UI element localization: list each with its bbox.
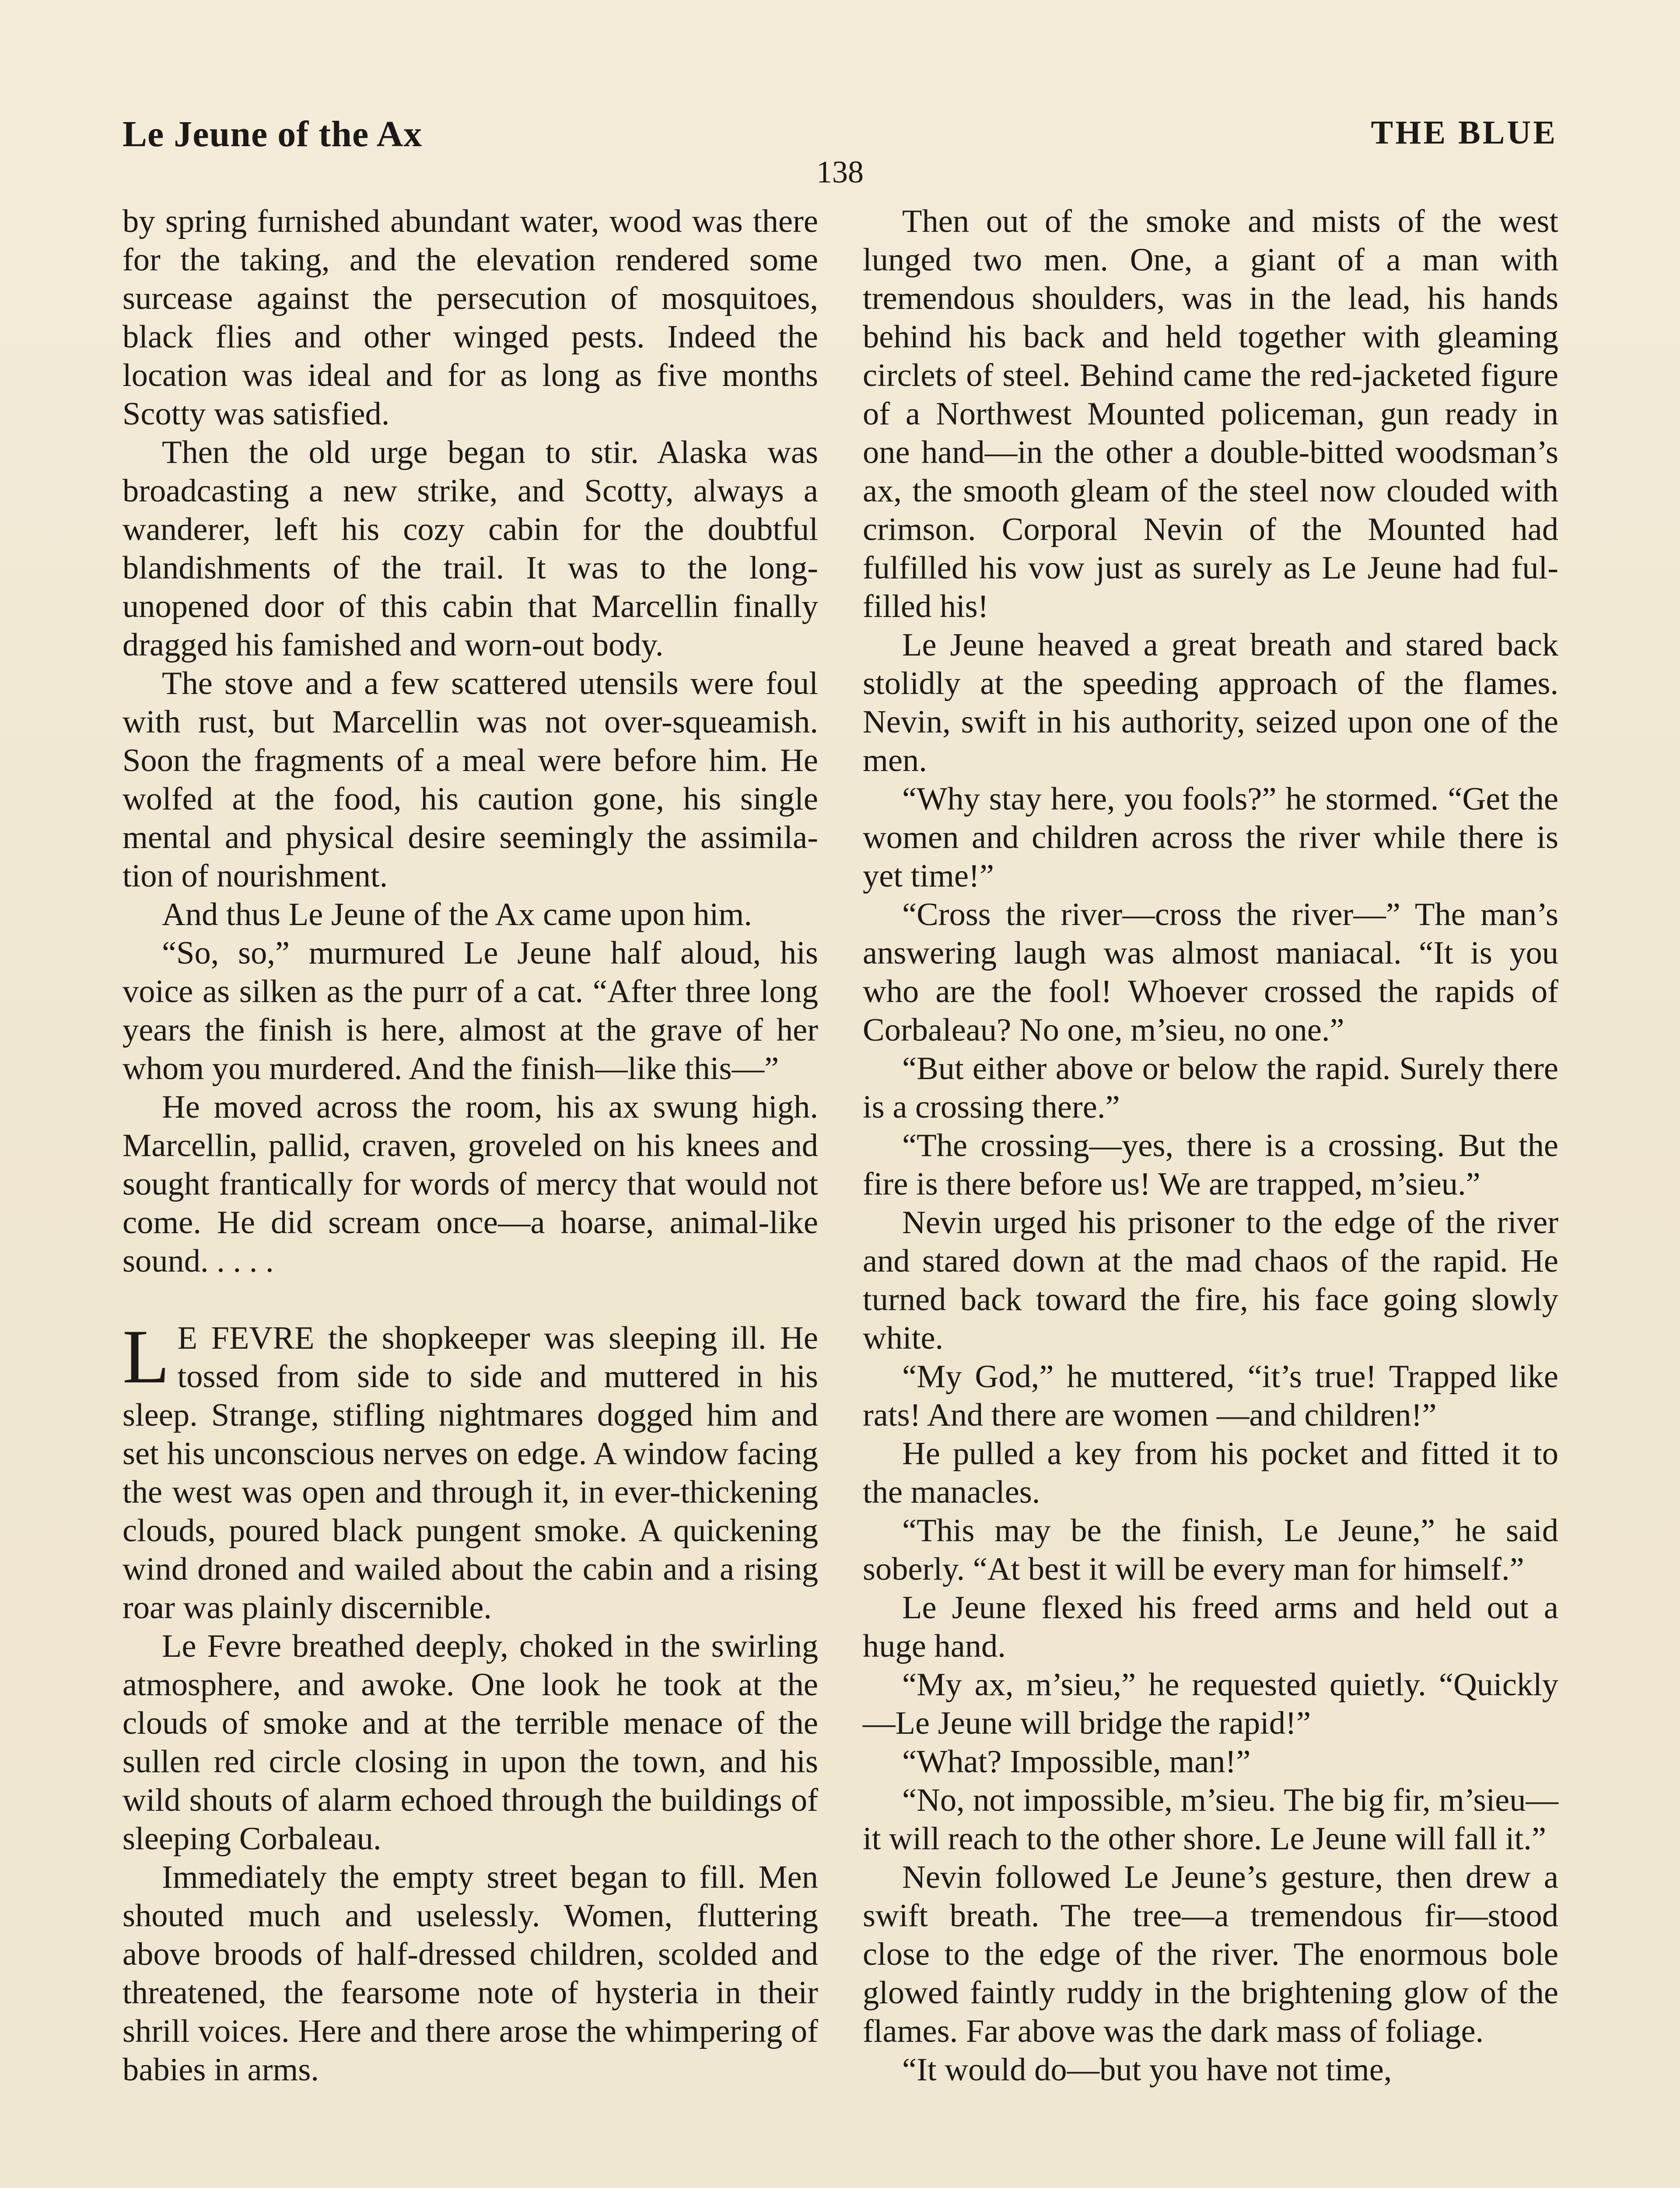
paragraph: Le Jeune flexed his freed arms and held out a huge hand. — [863, 1590, 1558, 1664]
paragraph: “The crossing—yes, there is a crossing. But the fire is there before us! We are trapped, m’sieu.” — [863, 1128, 1558, 1202]
paragraph: He pulled a key from his pocket and fitted it to the manacles. — [863, 1436, 1558, 1510]
paragraph: “No, not impossible, m’sieu. The big fir, m’sieu—it will reach to the other shore. Le Jeune will fall it.” — [863, 1782, 1558, 1857]
magazine-name: THE BLUE — [1371, 114, 1558, 151]
paragraph: Then the old urge began to stir. Alaska was broadcasting a new strike, and Scotty, always a wanderer, left his cozy cabin for the doubtful blandishments of the trail. It was to the long-unopened door of this cabin that Marcellin finally dragged his famished and worn-out body. — [122, 435, 818, 663]
right-column — [863, 202, 1558, 2188]
paragraph: He moved across the room, his ax swung high. Marcellin, pallid, craven, groveled on his knees and sought frantically for words of mercy that would not come. He did scream once—a hoarse, animal-like sound. . . . . — [122, 1089, 818, 1279]
paragraph: “Cross the river—cross the river—” The man’s answering laugh was almost maniacal. “It is you who are the fool! Whoever crossed the rapids of Corbaleau? No one, m’sieu, no one.” — [863, 897, 1558, 1048]
page-number: 138 — [816, 154, 864, 189]
paragraph: Le Jeune heaved a great breath and stared back stolidly at the speeding approach of the flames. Nevin, swift in his authority, seized upon one of the men. — [863, 627, 1558, 778]
paragraph: And thus Le Jeune of the Ax came upon him. — [162, 897, 752, 933]
paragraph: “What? Impossible, man!” — [902, 1744, 1251, 1780]
section-first-paragraph — [122, 1314, 818, 1627]
drop-cap: L — [122, 1314, 170, 1399]
paragraph: “My God,” he muttered, “it’s true! Trapped like rats! And there are women —and children!” — [863, 1359, 1558, 1433]
paragraph: “Why stay here, you fools?” he stormed. “Get the women and children across the river while there is yet time!” — [863, 781, 1558, 894]
paragraph: “It would do—but you have not time, — [902, 2052, 1392, 2088]
paragraph: “My ax, m’sieu,” he requested quietly. “Quickly—Le Jeune will bridge the rapid!” — [863, 1667, 1558, 1741]
paragraph: by spring furnished abundant water, wood was there for the taking, and the elevation rendered some surcease against the persecution of mosquitoes, black flies and other winged pests. Indeed the location was ideal and for as long as five months Scotty was satisfied. — [122, 203, 818, 432]
paragraph: Le Fevre breathed deeply, choked in the swirling atmosphere, and awoke. One look he took at the clouds of smoke and at the terrible menace of the sullen red circle closing in upon the town, and his wild shouts of alarm echoed through the buildings of sleeping Corbaleau. — [122, 1628, 818, 1857]
paragraph: Nevin urged his prisoner to the edge of the river and stared down at the mad chaos of the rapid. He turned back toward the fire, his face going slowly white. — [863, 1205, 1558, 1356]
section-first-text: E FEVRE the shopkeeper was sleeping ill. He tossed from side to side and muttered in his sleep. Strange, stifling nightmares dogged him and set his unconscious nerves on edge. A window facing the west was open and through it, in ever-thickening clouds, poured black pungent smoke. A quickening wind droned and wailed about the cabin and a rising roar was plainly discernible. — [122, 1320, 818, 1626]
paragraph: The stove and a few scattered utensils were foul with rust, but Marcellin was not over-squeamish. Soon the fragments of a meal were before him. He wolfed at the food, his caution gone, his single mental and physical desire seemingly the assimilation of nourishment. — [122, 666, 818, 894]
paragraph: “So, so,” murmured Le Jeune half aloud, his voice as silken as the purr of a cat. “After three long years the finish is here, almost at the grave of her whom you murdered. And the finish—like this—” — [122, 935, 818, 1087]
left-column — [122, 202, 818, 2188]
paragraph: Immediately the empty street began to fill. Men shouted much and uselessly. Women, fluttering above broods of half-dressed children, scolded and threatened, the fearsome note of hysteria in their shrill voices. Here and there arose the whimpering of babies in arms. — [122, 1859, 818, 2088]
paragraph: “But either above or below the rapid. Surely there is a crossing there.” — [863, 1051, 1558, 1125]
story-title: Le Jeune of the Ax — [122, 114, 423, 154]
paragraph: Nevin followed Le Jeune’s gesture, then drew a swift breath. The tree—a tremendous fir—stood close to the edge of the river. The enormous bole glowed faintly ruddy in the brightening glow of the flames. Far above was the dark mass of foliage. — [863, 1859, 1558, 2049]
paragraph: “This may be the finish, Le Jeune,” he said soberly. “At best it will be every man for himself.” — [863, 1513, 1558, 1587]
paragraph: Then out of the smoke and mists of the west lunged two men. One, a giant of a man with tremendous shoulders, was in the lead, his hands behind his back and held together with gleaming circlets of steel. Behind came the red-jacketed figure of a Northwest Mounted policeman, gun ready in one hand—in the other a double-bitted woodsman’s ax, the smooth gleam of the steel now clouded with crimson. Corporal Nevin of the Mounted had fulfilled his vow just as surely as Le Jeune had fulfilled his! — [863, 203, 1558, 624]
